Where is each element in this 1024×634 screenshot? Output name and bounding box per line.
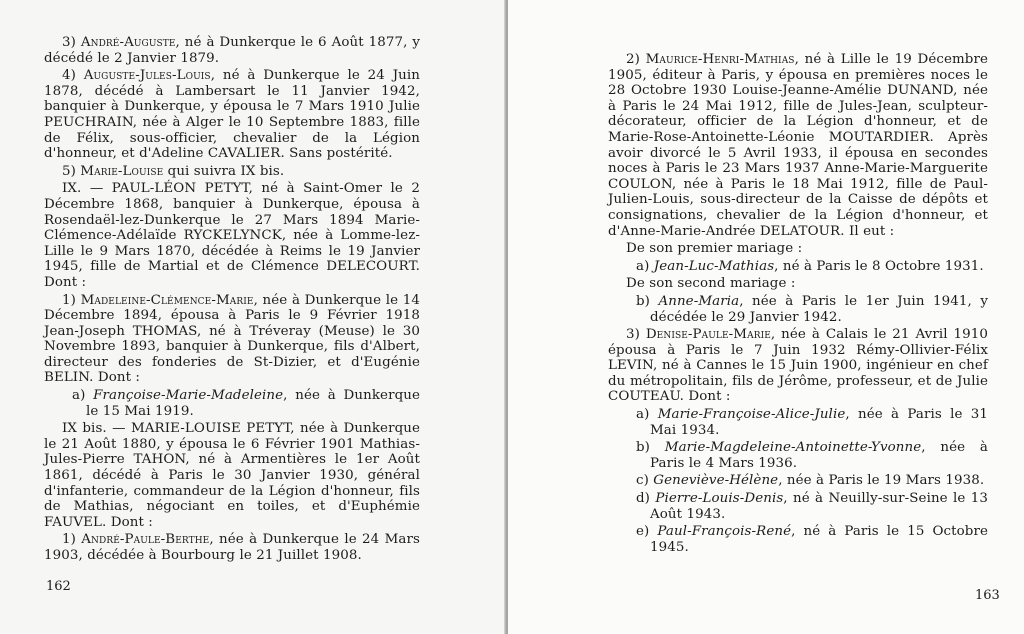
person-name: Paul-François-René	[657, 524, 792, 540]
entry-text: , née à Dunkerque le 14 Décembre 1894, épousa à Paris le 9 Février 1918 Jean-Joseph THOMAS, né à Tréveray (Meuse) le 30 Novembre 1893, banquier à Dunkerque, fils d'Albert, directeur des fonderies de St-Dizier, et d'Eugénie BELIN. Dont :	[44, 292, 420, 386]
entry-text: , né à Dunkerque le 24 Juin 1878, décédé à Lambersart le 11 Janvier 1942, banquier à Dunkerque, y épousa le 7 Mars 1910 Julie PEUCHRAIN, née à Alger le 10 Septembre 1883, fille de Félix, sous-officier, chevalier de la Légion d'honneur, et d'Adeline CAVALIER. Sans postérité.	[44, 68, 421, 162]
entry-text: , née à Dunkerque le 15 Mai 1919.	[86, 388, 421, 419]
entry-letter: b)	[636, 440, 665, 456]
entry-text: IX. — PAUL-LÉON PETYT, né à Saint-Omer le 2 Décembre 1868, banquier à Dunkerque, épousa à Rosendaël-lez-Dunkerque le 27 Mars 1894 Marie-Clémence-Adélaïde RYCKELYNCK, née à Lomme-lez-Lille le 9 Mars 1870, décédée à Reims le 19 Janvier 1945, fille de Martial et de Clémence DELECOURT. Dont :	[44, 181, 420, 290]
entry-text: , né à Paris le 8 Octobre 1931.	[774, 258, 984, 274]
child-entry	[622, 407, 988, 438]
left-page-number: 162	[46, 579, 71, 594]
entry-text: , né à Lille le 19 Décembre 1905, éditeur à Paris, y épousa en premières noces le 28 Octobre 1930 Louise-Jeanne-Amélie DUNAND, née à Paris le 24 Mai 1912, fille de Jules-Jean, sculpteur-décorateur, officier de la Légion d'honneur, et de Marie-Rose-Antoinette-Léonie MOUTARDIER. Après avoir divorcé le 5 Avril 1933, il épousa en secondes noces à Paris le 23 Mars 1937 Anne-Marie-Marguerite COULON, née à Paris le 18 Mai 1912, fille de Paul-Julien-Louis, sous-directeur de la Caisse de dépôts et consignations, chevalier de la Légion d'honneur, et d'Anne-Marie-Andrée DELATOUR. Il eut :	[608, 52, 988, 239]
genealogy-paragraph	[44, 181, 420, 290]
entry-letter: a)	[636, 258, 654, 274]
person-name: 3) Denise-Paule-Marie	[626, 327, 771, 343]
right-page	[508, 0, 1024, 634]
person-name: Jean-Luc-Mathias	[653, 258, 775, 274]
left-page	[0, 0, 506, 634]
entry-letter: b)	[636, 293, 659, 309]
person-name: Marie-Françoise-Alice-Julie	[657, 407, 846, 423]
entry-text: , née à Paris le 1er Juin 1941, y décédée le 29 Janvier 1942.	[650, 293, 988, 325]
entry-text: , née à Paris le 19 Mars 1938.	[778, 473, 985, 489]
entry-text: , né à Neuilly-sur-Seine le 13 Août 1943.	[650, 491, 988, 522]
child-entry	[622, 473, 988, 489]
left-page-text	[44, 35, 420, 566]
entry-text: , né à Dunkerque le 6 Août 1877, y décédé le 2 Janvier 1879.	[44, 35, 421, 66]
child-entry	[622, 440, 988, 471]
person-name: 5) Marie-Louise	[62, 163, 164, 179]
entry-text: , née à Paris le 31 Mai 1934.	[650, 407, 989, 438]
genealogy-paragraph	[44, 293, 420, 387]
genealogy-paragraph	[608, 241, 988, 257]
person-name: Marie-Magdeleine-Antoinette-Yvonne	[664, 440, 922, 456]
entry-letter: a)	[72, 388, 94, 404]
entry-letter: e)	[636, 524, 658, 540]
genealogy-paragraph	[608, 327, 988, 405]
right-page-text	[608, 52, 988, 557]
person-name: Françoise-Marie-Madeleine	[93, 388, 284, 404]
child-entry	[622, 524, 988, 555]
child-entry	[622, 259, 988, 275]
child-entry	[622, 294, 988, 325]
genealogy-paragraph	[44, 68, 420, 162]
entry-letter: d)	[636, 491, 656, 507]
person-name: 4) Auguste-Jules-Louis	[62, 68, 211, 84]
entry-text: , né à Paris le 15 Octobre 1945.	[650, 524, 988, 555]
genealogy-paragraph	[44, 532, 420, 563]
right-page-number: 163	[975, 588, 1000, 603]
child-entry	[622, 491, 988, 522]
person-name: Geneviève-Hélène	[653, 473, 779, 489]
person-name: 1) Madeleine-Clémence-Marie	[62, 292, 254, 308]
genealogy-paragraph	[44, 164, 420, 180]
entry-text: IX bis. — MARIE-LOUISE PETYT, née à Dunkerque le 21 Août 1880, y épousa le 6 Février 1901 Mathias-Jules-Pierre TAHON, né à Armentières le 1er Août 1861, décédé à Paris le 30 Janvier 1930, général d'infanterie, commandeur de la Légion d'honneur, fils de Mathias, négociant en toiles, et d'Euphémie FAUVEL. Dont :	[44, 421, 420, 530]
entry-text: De son premier mariage :	[626, 241, 803, 257]
entry-letter: c)	[636, 473, 654, 489]
person-name: 2) Maurice-Henri-Mathias	[626, 52, 795, 67]
entry-text: , née à Calais le 21 Avril 1910 épousa à Paris le 7 Juin 1932 Rémy-Ollivier-Félix LEVIN, né à Cannes le 15 Juin 1900, ingénieur en chef du métropolitain, fils de Jérôme, professeur, et de Julie COUTEAU. Dont :	[608, 327, 988, 405]
person-name: 3) André-Auguste	[62, 35, 176, 50]
child-entry	[58, 388, 420, 419]
entry-text: , née à Dunkerque le 24 Mars 1903, décédée à Bourbourg le 21 Juillet 1908.	[44, 532, 420, 563]
entry-text: qui suivra IX bis.	[163, 163, 285, 179]
entry-text: De son second mariage :	[626, 276, 796, 292]
genealogy-paragraph	[608, 276, 988, 292]
entry-text: , née à Paris le 4 Mars 1936.	[650, 440, 988, 471]
person-name: 1) André-Paule-Berthe	[62, 532, 210, 548]
person-name: Anne-Maria	[658, 293, 740, 309]
genealogy-paragraph	[608, 52, 988, 239]
entry-letter: a)	[636, 407, 658, 423]
person-name: Pierre-Louis-Denis	[655, 491, 784, 507]
genealogy-paragraph	[44, 35, 420, 66]
genealogy-paragraph	[44, 421, 420, 530]
